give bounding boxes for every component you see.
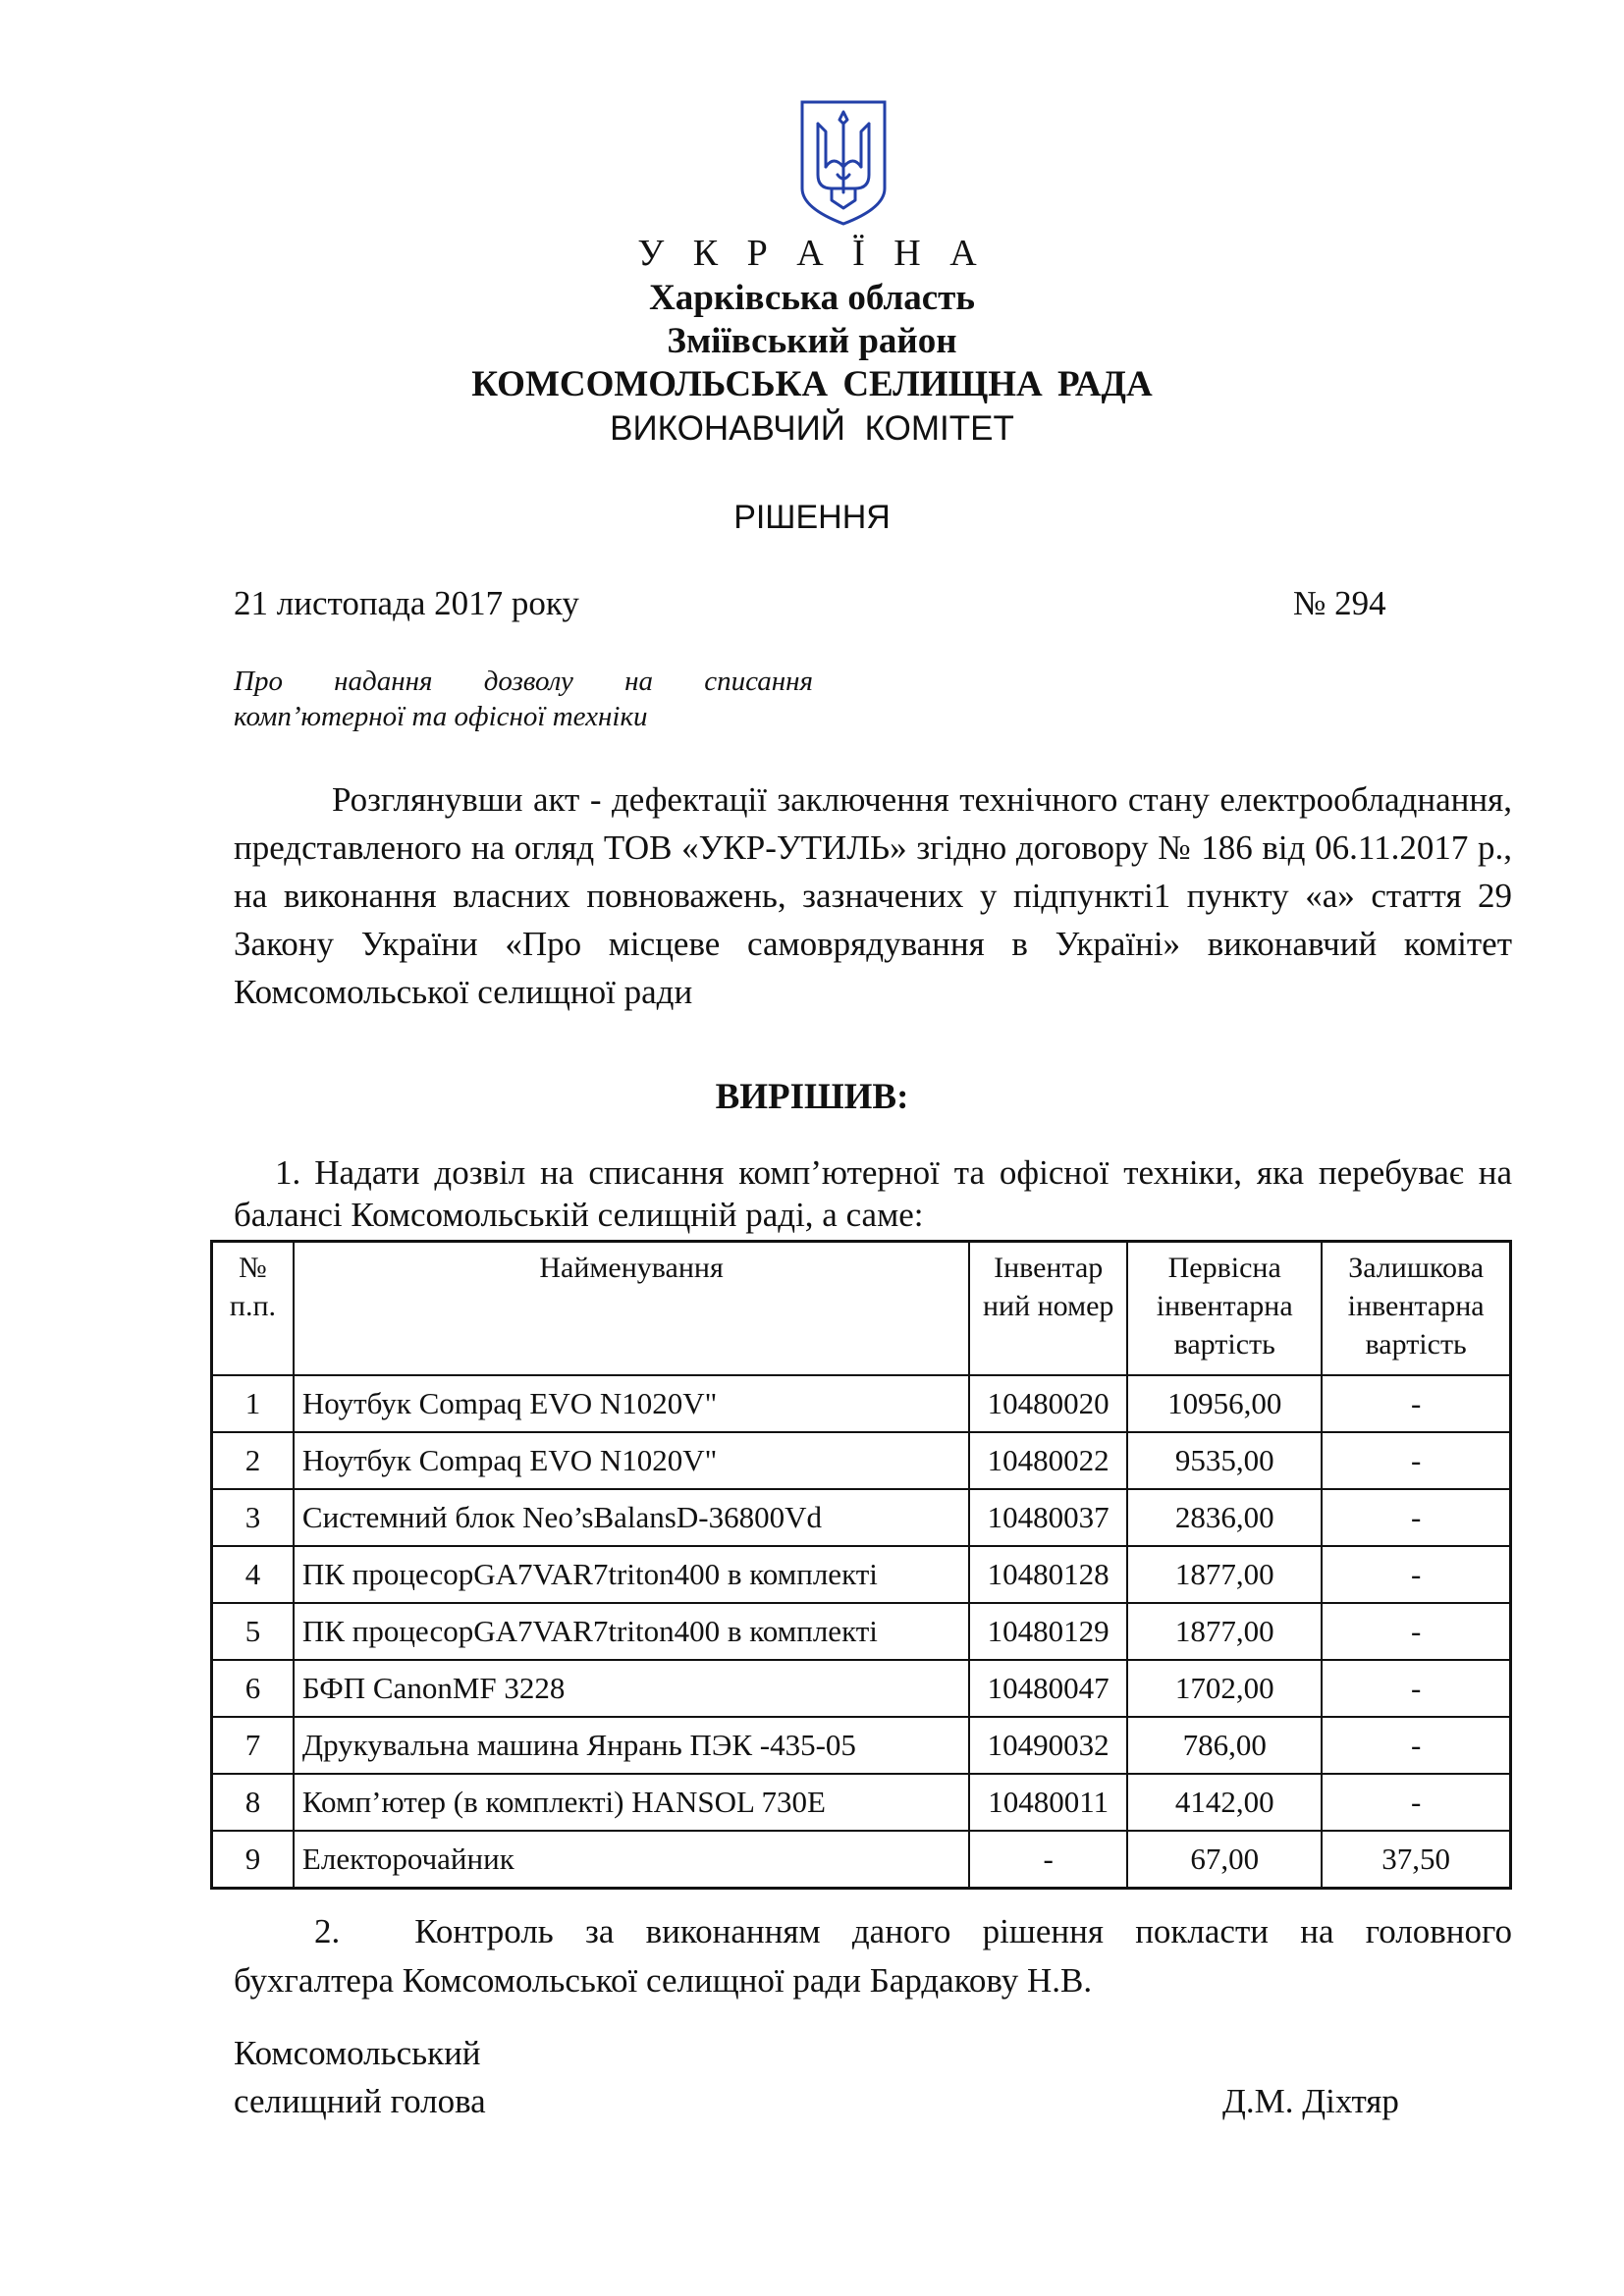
resolution-item-1: [234, 1151, 1512, 1236]
cell-residual-cost: -: [1322, 1717, 1510, 1774]
cell-residual-cost: 37,50: [1322, 1831, 1510, 1889]
header-initial-cost: Первісна інвентарна вартість: [1127, 1242, 1322, 1376]
committee-name: ВИКОНАВЧИЙ КОМІТЕТ: [610, 409, 1014, 448]
item-text: Контроль за виконанням даного рішення покласти на головного бухгалтера Комсомольської селищної ради Бардакову Н.В.: [234, 1912, 1512, 2000]
cell-no: 1: [212, 1375, 294, 1432]
decision-date: 21 листопада 2017 року: [234, 584, 579, 622]
table-row: [212, 1831, 1511, 1889]
resolution-item-2: [234, 1907, 1512, 2005]
signer-title: [234, 2029, 486, 2125]
cell-inventory: 10480047: [969, 1660, 1127, 1717]
table-row: [212, 1717, 1511, 1774]
cell-residual-cost: -: [1322, 1489, 1510, 1546]
decision-number: № 294: [1293, 584, 1386, 622]
table-row: [212, 1603, 1511, 1660]
document-type: РІШЕННЯ: [733, 499, 891, 536]
resolved-heading: ВИРІШИВ:: [715, 1077, 909, 1117]
cell-inventory: 10480020: [969, 1375, 1127, 1432]
header-name: Найменування: [294, 1242, 969, 1376]
cell-name: Комп’ютер (в комплекті) HANSOL 730E: [294, 1774, 969, 1831]
table-row: [212, 1489, 1511, 1546]
cell-residual-cost: -: [1322, 1375, 1510, 1432]
cell-inventory: 10490032: [969, 1717, 1127, 1774]
cell-residual-cost: -: [1322, 1546, 1510, 1603]
signer-title-line-2: селищний голова: [234, 2082, 486, 2120]
cell-initial-cost: 1877,00: [1127, 1603, 1322, 1660]
decision-subject: [234, 664, 813, 734]
cell-name: Електорочайник: [294, 1831, 969, 1889]
cell-no: 8: [212, 1774, 294, 1831]
header-residual-cost: Залишкова інвентарна вартість: [1322, 1242, 1510, 1376]
cell-name: Ноутбук Compaq EVO N1020V": [294, 1375, 969, 1432]
table-row: [212, 1375, 1511, 1432]
cell-name: ПК процесорGA7VAR7triton400 в комплекті: [294, 1603, 969, 1660]
signer-name: Д.М. Діхтяр: [1222, 2082, 1399, 2120]
preamble-paragraph: Розглянувши акт - дефектації заключення технічного стану електрообладнання, представленого на огляд ТОВ «УКР-УТИЛЬ» згідно договору № 186 від 06.11.2017 р., на виконання власних повноважень, зазначених у підпункті1 пункту «а» стаття 29 Закону України «Про місцеве самоврядування в Україні» виконавчий комітет Комсомольської селищної ради: [234, 780, 1512, 1011]
cell-inventory: 10480128: [969, 1546, 1127, 1603]
subject-line-2: комп’ютерної та офісної техніки: [234, 701, 648, 732]
cell-initial-cost: 4142,00: [1127, 1774, 1322, 1831]
cell-no: 7: [212, 1717, 294, 1774]
cell-no: 4: [212, 1546, 294, 1603]
cell-no: 9: [212, 1831, 294, 1889]
trident-emblem-icon: [798, 98, 889, 228]
cell-no: 6: [212, 1660, 294, 1717]
cell-initial-cost: 9535,00: [1127, 1432, 1322, 1489]
cell-initial-cost: 1877,00: [1127, 1546, 1322, 1603]
cell-initial-cost: 10956,00: [1127, 1375, 1322, 1432]
item-number: 1.: [275, 1153, 301, 1192]
cell-name: Друкувальна машина Янрань ПЭК -435-05: [294, 1717, 969, 1774]
cell-residual-cost: -: [1322, 1603, 1510, 1660]
cell-inventory: 10480037: [969, 1489, 1127, 1546]
equipment-table: [210, 1240, 1512, 1890]
cell-name: ПК процесорGA7VAR7triton400 в комплекті: [294, 1546, 969, 1603]
cell-initial-cost: 786,00: [1127, 1717, 1322, 1774]
oblast-name: Харківська область: [649, 278, 975, 318]
country-name: У К Р А Ї Н А: [637, 233, 987, 274]
cell-residual-cost: -: [1322, 1774, 1510, 1831]
cell-initial-cost: 2836,00: [1127, 1489, 1322, 1546]
signer-title-line-1: Комсомольський: [234, 2034, 481, 2072]
header-no: № п.п.: [212, 1242, 294, 1376]
cell-inventory: 10480129: [969, 1603, 1127, 1660]
cell-initial-cost: 67,00: [1127, 1831, 1322, 1889]
council-name: КОМСОМОЛЬСЬКА СЕЛИЩНА РАДА: [471, 364, 1153, 404]
cell-name: Системний блок Neo’sBalansD-36800Vd: [294, 1489, 969, 1546]
raion-name: Зміївський район: [667, 321, 957, 361]
cell-inventory: 10480022: [969, 1432, 1127, 1489]
table-header-row: [212, 1242, 1511, 1376]
cell-name: Ноутбук Compaq EVO N1020V": [294, 1432, 969, 1489]
item-number: 2.: [314, 1912, 341, 1950]
item-text: Надати дозвіл на списання комп’ютерної та офісної техніки, яка перебуває на балансі Комсомольській селищній раді, а саме:: [234, 1153, 1512, 1234]
subject-line-1: Про надання дозволу на списання: [234, 666, 813, 697]
cell-inventory: 10480011: [969, 1774, 1127, 1831]
table-row: [212, 1774, 1511, 1831]
cell-no: 5: [212, 1603, 294, 1660]
cell-no: 3: [212, 1489, 294, 1546]
cell-initial-cost: 1702,00: [1127, 1660, 1322, 1717]
table-row: [212, 1546, 1511, 1603]
cell-residual-cost: -: [1322, 1660, 1510, 1717]
table-row: [212, 1432, 1511, 1489]
cell-residual-cost: -: [1322, 1432, 1510, 1489]
table-row: [212, 1660, 1511, 1717]
cell-name: БФП CanonMF 3228: [294, 1660, 969, 1717]
header-inventory: Інвентар ний номер: [969, 1242, 1127, 1376]
cell-no: 2: [212, 1432, 294, 1489]
cell-inventory: -: [969, 1831, 1127, 1889]
